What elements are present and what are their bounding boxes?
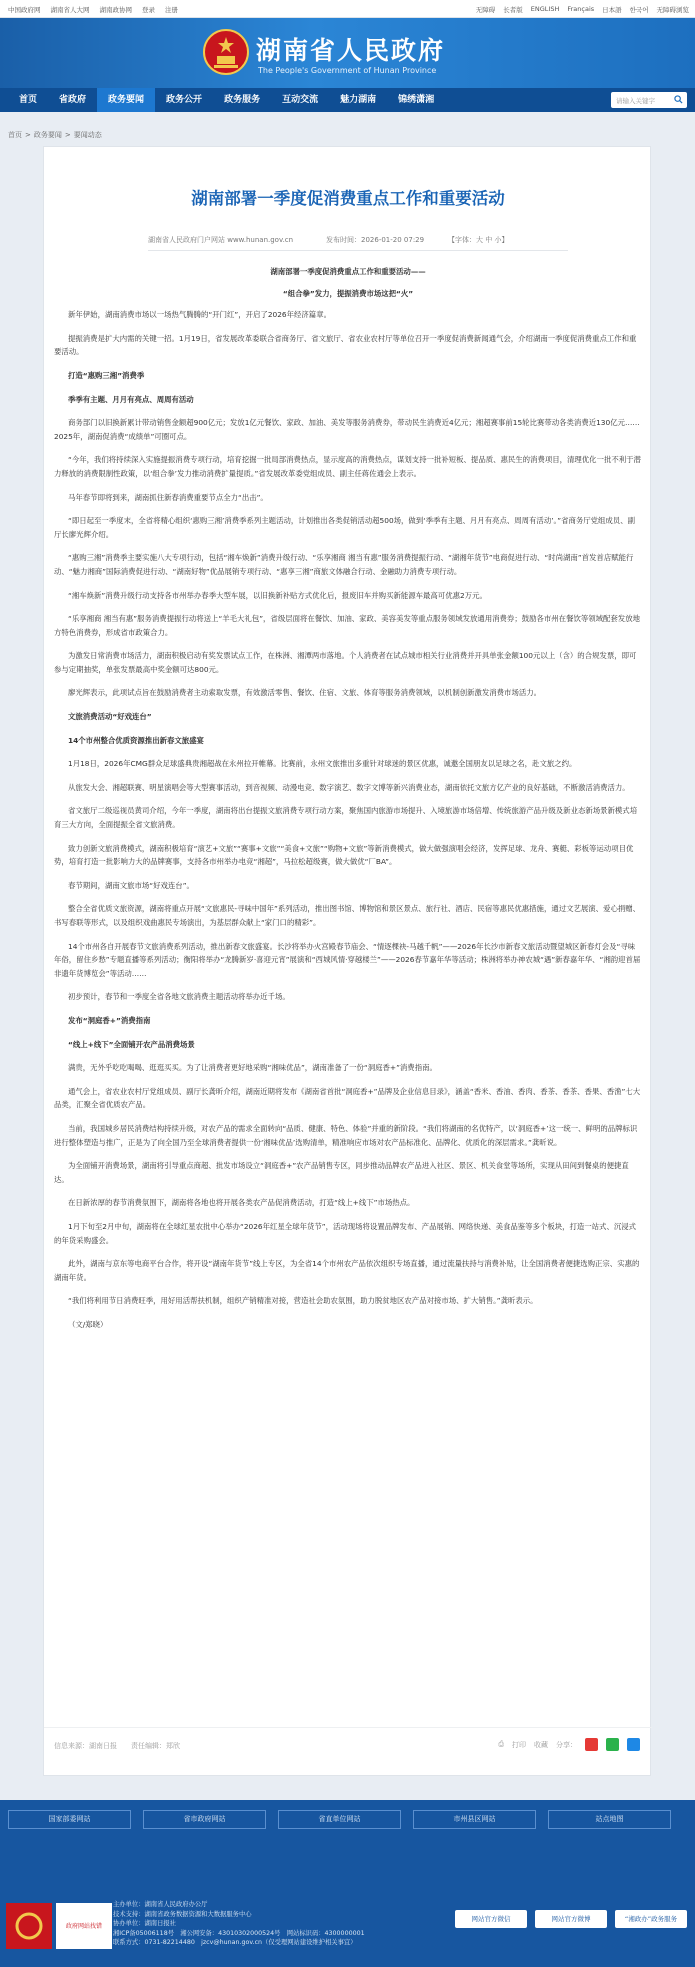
nav-item[interactable]: 政务服务 <box>224 95 261 105</box>
paragraph: “即日起至一季度末，全省将精心组织‘惠购三湘’消费季系列主题活动，计划推出各类促销活动超500场，做到‘季季有主题、月月有亮点、周周有活动’。”省商务厅党组成员、副厅长廖光辉介绍。 <box>54 516 635 539</box>
paragraph: “今年，我们将持续深入实施提振消费专项行动，培育挖掘一批局部消费热点，显示度高的消费热点，谋划支持一批补短板、提品质、惠民生的消费项目，清理优化一批不利于潜力释放的消费限制性政策，以‘组合拳’发力推动消费扩量提质。”省发展改革委党组成员、副主任蒋佐通会上表示。 <box>54 455 641 478</box>
paragraph: （文/郑晓） <box>68 1319 108 1329</box>
paragraph: 1月下旬至2月中旬，湖南将在全球红星农批中心举办“2026年红星全球年货节”，活动现场将设置品牌发布、产品展销、网络快递、美食品鉴等多个板块，打造一站式、沉浸式的年货采购盛会。 <box>54 1221 637 1245</box>
article-subtitle: 湖南部署一季度促消费重点工作和重要活动—— <box>270 267 426 276</box>
footer-info-line: 技术支持：湖南省政务数据资源和大数据服务中心 <box>113 1910 252 1918</box>
qq-icon[interactable] <box>627 1738 640 1751</box>
footer-button[interactable]: “湘政办”政务服务 <box>615 1910 687 1928</box>
breadcrumb-item: > <box>25 131 31 139</box>
nav-item[interactable]: 魅力湖南 <box>340 95 377 105</box>
top-link[interactable]: 湖南省人大网 <box>50 6 90 14</box>
paragraph: 新年伊始，湖南消费市场以一场热气腾腾的“开门红”，开启了2026年经济篇章。 <box>68 310 331 320</box>
nav-item[interactable]: 政务要闻 <box>97 88 155 112</box>
font-size-switcher[interactable]: 【字体：大 中 小】 <box>448 236 509 244</box>
site-title-cn: 湖南省人民政府 <box>256 36 446 65</box>
top-link[interactable]: 注册 <box>165 6 178 14</box>
share-label: 分享： <box>556 1740 577 1749</box>
section-heading: “线上+线下”全面铺开农产品消费场景 <box>68 1039 195 1049</box>
top-link[interactable]: 日本語 <box>602 6 622 14</box>
nav-item[interactable]: 省政府 <box>59 95 87 105</box>
top-link[interactable]: Français <box>567 5 595 13</box>
top-link[interactable]: 登录 <box>142 6 155 14</box>
section-heading: 季季有主题、月月有亮点、周周有活动 <box>68 394 194 404</box>
top-link[interactable]: 中国政府网 <box>8 6 41 14</box>
footer-link[interactable]: 市州县区网站 <box>413 1810 536 1829</box>
footer-info-line: 湘ICP备05006118号 湘公网安备：43010302000524号 网站标识码：4300000001 <box>113 1929 365 1937</box>
breadcrumb <box>0 130 695 140</box>
party-emblem-icon <box>6 1903 52 1949</box>
national-emblem-icon <box>203 29 249 75</box>
paragraph: 马年春节即将到来，湖南抓住新春消费重要节点全力“出击”。 <box>68 492 268 502</box>
paragraph: 从旅发大会、湘超联赛、明星演唱会等大型赛事活动，到音视频、动漫电竞、数字演艺、数字文博等新兴消费业态，湖南依托文旅方亿产业的良好基础，不断激活消费活力。 <box>68 782 630 792</box>
footer-badges <box>6 1903 112 1949</box>
footer-link[interactable]: 站点地图 <box>548 1810 671 1829</box>
top-bar <box>0 0 695 18</box>
paragraph: 初步预计，春节和一季度全省各地文旅消费主题活动将举办近千场。 <box>68 992 290 1002</box>
section-heading: 14个市州整合优质资源推出新春文旅盛宴 <box>68 735 204 745</box>
paragraph: 当前，我国城乡居民消费结构持续升级，对农产品的需求全面转向“品质、健康、特色、体验”并重的新阶段。“我们将湖南的名优特产，以‘洞庭香+’这一统一、鲜明的品牌标识进行整体塑造与推广，正是为了向全国乃至全球消费者提供一份‘湘味优品’选购清单，精准响应市场对农产品标准化、品牌化、优质化的深层需求。”龚昕说。 <box>54 1123 638 1147</box>
article-source: 湖南省人民政府门户网站 www.hunan.gov.cn <box>148 236 294 244</box>
section-heading: 发布“洞庭香+”消费指南 <box>68 1015 151 1025</box>
footer-info <box>113 1900 365 1948</box>
nav-item[interactable]: 首页 <box>19 95 38 105</box>
site-footer <box>0 1800 695 1967</box>
site-header <box>0 18 695 88</box>
paragraph: 通气会上，省农业农村厅党组成员、副厅长龚昕介绍，湖南近期将发布《湖南省首批“洞庭香+”品牌及企业信息目录》，涵盖“香米、香油、香肉、香茶、香茶、香果、香渔”七大品类，汇聚全省优质农产品。 <box>54 1086 641 1110</box>
top-link[interactable]: ENGLISH <box>530 5 560 13</box>
main-nav <box>0 88 695 112</box>
breadcrumb-item[interactable]: 首页 <box>8 131 22 139</box>
wechat-icon[interactable] <box>606 1738 619 1751</box>
weibo-icon[interactable] <box>585 1738 598 1751</box>
nav-item[interactable]: 互动交流 <box>282 95 319 105</box>
article-body <box>54 265 642 1341</box>
paragraph: 廖光辉表示，此项试点旨在鼓励消费者主动索取发票，有效激活零售、餐饮、住宿、文旅、体育等服务消费领域，以机制创新激发消费市场活力。 <box>68 688 542 698</box>
breadcrumb-item[interactable]: 政务要闻 <box>33 131 62 139</box>
site-title-en: The People's Government of Hunan Province <box>258 66 437 75</box>
section-heading: 文旅消费活动“好戏连台” <box>68 712 152 722</box>
favorite-button[interactable]: 收藏 <box>534 1740 548 1749</box>
article-date: 发布时间：2026-01-20 07:29 <box>326 236 425 244</box>
print-icon[interactable]: ⎙ <box>498 1740 504 1748</box>
footer-link[interactable]: 省直单位网站 <box>278 1810 401 1829</box>
top-link[interactable]: 湖南政协网 <box>99 6 132 14</box>
footer-link[interactable]: 省市政府网站 <box>143 1810 266 1829</box>
breadcrumb-item[interactable]: 要闻动态 <box>73 131 102 139</box>
search-placeholder: 请输入关键字 <box>616 97 655 105</box>
paragraph: 在日新浓厚的春节消费氛围下，湖南将各地也将开展各类农产品促消费活动，打造“线上+线下”市场热点。 <box>68 1198 415 1208</box>
paragraph: 省文旅厅二级巡视员黄司介绍，今年一季度，湖南将出台提振文旅消费专项行动方案，聚焦国内旅游市场提升、入境旅游市场倍增、传统旅游产品升级及新业态新场景新模式培育三大方向，全面提振全省文旅消费。 <box>54 806 638 830</box>
search-input[interactable] <box>611 92 687 108</box>
article-source-editor: 信息来源：湖南日报 责任编辑：郑欣 <box>54 1742 180 1750</box>
paragraph: “湘车焕新”消费升级行动支持各市州举办春季大型车展，以旧换新补贴方式优化后，报废旧车并购买新能源车最高可优惠2万元。 <box>68 590 487 600</box>
top-left-links <box>8 5 178 14</box>
paragraph: 为全面铺开消费场景，湖南将引导重点商超、批发市场设立“洞庭香+”农产品销售专区，同步推动品牌农产品进入社区、景区、机关食堂等场所，实现从田间到餐桌的便捷直达。 <box>54 1161 629 1184</box>
paragraph: 整合全省优质文旅资源，湖南将重点开展“文旅惠民-寻味中国年”系列活动，推出图书馆、博物馆和景区景点、旅行社、酒店、民宿等惠民优惠措施，通过文艺展演、爱心捐赠、书写春联等形式，以及组织戏曲惠民专场演出，为基层群众献上“家门口的精彩”。 <box>54 904 641 927</box>
paragraph: “惠购三湘”消费季主要实施八大专项行动，包括“湘车焕新”消费升级行动、“乐享湘商 湘当有惠”服务消费提振行动、“湖湘年货节”电商促进行动、“时尚湖南”首发首店赋能行动、“魅力湘商”国际消费促进行动、“湖南好物”优品展销专项行动、“惠享三湘”商旅文体融合行动、金融助力消费专项行动。 <box>54 553 634 576</box>
paragraph: 1月18日，2026年CMG群众足球盛典贵湘超战在永州拉开帷幕。比赛前，永州文旅推出多重针对球迷的景区优惠，诚邀全国朋友以足球之名，赴文旅之约。 <box>68 759 577 769</box>
paragraph: 14个市州各自开展春节文旅消费系列活动，推出新春文旅盛宴。长沙将举办火宫殿春节庙会、“情逐棵袂-马越千帆”——2026年长沙市新春文旅活动暨望城区新春灯会及“寻味年俗，留住乡愁”专题直播等系列活动；衡阳将举办“龙腾新岁·喜迎元宵”展演和“西城风情·穿越楼兰”——2026春节嘉年华等活动；株洲将举办神农城“遇”新春嘉年华、“湘韵迎首届非遗年货博览会”等活动…… <box>54 941 641 978</box>
paragraph: “我们将利用节日消费旺季，用好用活帮扶机制，组织产销精准对接，营造社会助农氛围，助力脱贫地区农产品对接市场、扩大销售。”龚昕表示。 <box>68 1296 538 1306</box>
article-subtitle: “组合拳”发力，提振消费市场这把“火” <box>282 288 414 298</box>
footer-buttons <box>455 1910 687 1928</box>
top-link[interactable]: 无障碍 <box>475 6 496 14</box>
share-bar <box>44 1727 652 1761</box>
nav-item[interactable]: 锦绣潇湘 <box>398 95 435 105</box>
paragraph: 为激发日常消费市场活力，湖南积极启动有奖发票试点工作，在株洲、湘潭两市落地。个人消费者在试点城市相关行业消费并开具单张金额100元以上（含）的合规发票，即可参与定期抽奖，单张发票最高中奖金额可达800元。 <box>54 651 637 674</box>
article-title: 湖南部署一季度促消费重点工作和重要活动 <box>191 189 505 208</box>
section-heading: 打造“惠购三湘”消费季 <box>68 370 145 380</box>
article-panel <box>43 146 651 1776</box>
paragraph: 此外，湖南与京东等电商平台合作，将开设“湖南年货节”线上专区，为全省14个市州农产品依次组织专场直播，通过流量扶持与消费补贴，让全国消费者便捷选购正宗、实惠的湖南年货。 <box>54 1259 640 1282</box>
paragraph: “乐享湘商 湘当有惠”服务消费提振行动将送上“羊毛大礼包”，省级层面将在餐饮、加油、家政、美容美发等重点服务领域发放通用消费券；鼓励各市州在餐饮等领域配套发放地方特色消费券，形成省市政策合力。 <box>54 614 640 637</box>
paragraph: 商务部门以旧换新累计带动销售金额超900亿元；发放1亿元餐饮、家政、加油、美发等服务消费券，带动民生消费近4亿元；湘超赛事前15轮比赛带动各类消费近130亿元……2025年，湖南促消费“成绩单”可圈可点。 <box>54 418 640 441</box>
top-link[interactable]: 한국어 <box>629 6 649 14</box>
footer-info-line: 协办单位：湖南日报社 <box>113 1920 176 1928</box>
footer-button[interactable]: 网站官方微信 <box>455 1910 527 1928</box>
footer-link[interactable]: 国家部委网站 <box>8 1810 131 1829</box>
top-link[interactable]: 无障碍浏览 <box>656 6 689 14</box>
divider <box>148 250 568 251</box>
footer-info-line: 联系方式：0731-82214480 jzcv@hunan.gov.cn（仅受理网站建设维护相关事宜） <box>113 1939 357 1947</box>
paragraph: 满贵，无外乎吃吃喝喝、逛逛买买。为了让消费者更好地采购“湘味优品”，湖南准备了一份“洞庭香+”消费指南。 <box>68 1063 437 1073</box>
footer-info-line: 主办单位：湖南省人民政府办公厅 <box>113 1901 208 1908</box>
top-link[interactable]: 长者版 <box>503 6 523 14</box>
site-check-badge[interactable]: 政府网站找错 <box>56 1903 112 1949</box>
breadcrumb-item: > <box>64 131 71 139</box>
print-button[interactable]: 打印 <box>512 1740 526 1749</box>
top-right-links <box>476 5 689 14</box>
paragraph: 致力创新文旅消费模式，湖南积极培育“演艺+文旅”“赛事+文旅”“美食+文旅”“购物+文旅”等新消费模式，做大做强演唱会经济，发挥足球、龙舟、赛艇、彩板等运动项目优势，培育打造一批影响力大的品牌赛事，支持各市州举办电竞“湘超”，马拉松超级赛，做大做优“厂BA”。 <box>54 843 634 867</box>
paragraph: 提振消费是扩大内需的关键一招。1月19日，省发展改革委联合省商务厅、省文旅厅、省农业农村厅等单位召开一季度促消费新闻通气会，介绍湖南一季度促消费重点工作和重要活动。 <box>54 333 637 357</box>
nav-item[interactable]: 政务公开 <box>166 95 203 105</box>
search-icon[interactable] <box>674 95 683 104</box>
paragraph: 春节期间，湖南文旅市场“好戏连台”。 <box>68 880 194 890</box>
footer-links <box>8 1810 671 1829</box>
footer-button[interactable]: 网站官方微博 <box>535 1910 607 1928</box>
